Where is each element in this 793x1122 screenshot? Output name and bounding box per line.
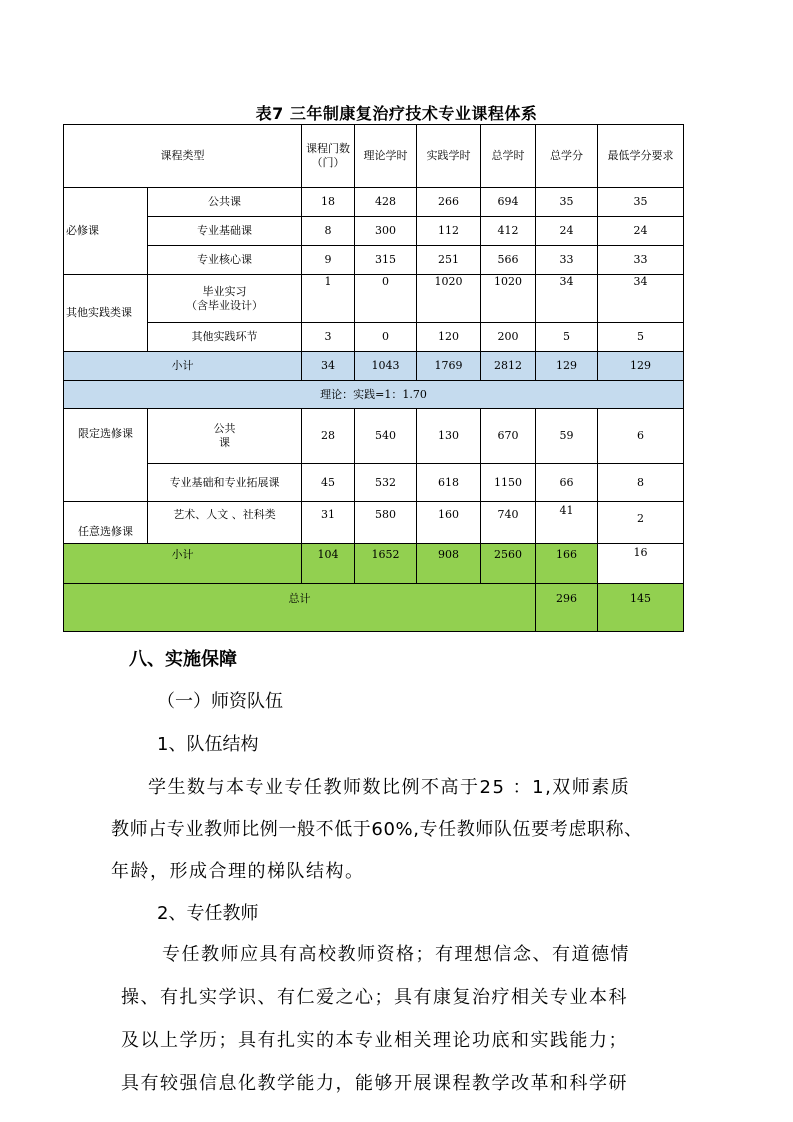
header-course-count-line1: 课程门数 [306,142,350,156]
cell-practice: 908 [417,544,481,584]
cell-theory: 428 [355,188,417,217]
cell-total: 694 [481,188,536,217]
group-label-practice: 其他实践类课 [64,275,148,352]
row-name-public [148,409,302,464]
header-min-credits: 最低学分要求 [598,125,684,188]
table-row [64,188,684,217]
cell-count: 31 [302,502,355,544]
section-title: 八、实施保障 [129,649,237,670]
table-row [64,323,684,352]
cell-credits: 5 [536,323,598,352]
cell-practice: 618 [417,464,481,502]
cell-count: 3 [302,323,355,352]
cell-theory: 1652 [355,544,417,584]
cell-count: 8 [302,217,355,246]
table-row [64,464,684,502]
cell-total: 566 [481,246,536,275]
cell-total: 412 [481,217,536,246]
cell-credits: 66 [536,464,598,502]
cell-practice: 112 [417,217,481,246]
cell-min: 33 [598,246,684,275]
row-name: 艺术、人文 、社科类 [148,502,302,544]
cell-credits: 41 [536,502,598,544]
cell-count: 104 [302,544,355,584]
cell-theory: 0 [355,275,417,323]
table-row [64,502,684,544]
paragraph-line: 操、有扎实学识、有仁爱之心；具有康复治疗相关专业本科 [121,987,628,1008]
cell-theory: 580 [355,502,417,544]
item1-title: 1、队伍结构 [157,734,259,755]
row-name: 专业基础课 [148,217,302,246]
cell-credits: 166 [536,544,598,584]
cell-count: 34 [302,352,355,381]
row-name: 其他实践环节 [148,323,302,352]
paragraph-line: 专任教师应具有高校教师资格；有理想信念、有道德情 [162,944,630,965]
group-label-free-elective: 任意选修课 [64,502,148,544]
internship-line2: （含毕业设计） [186,298,263,312]
group-label-required: 必修课 [64,188,148,275]
header-practice-hours: 实践学时 [417,125,481,188]
cell-total: 1020 [481,275,536,323]
cell-count: 28 [302,409,355,464]
cell-min: 5 [598,323,684,352]
cell-practice: 160 [417,502,481,544]
cell-min: 129 [598,352,684,381]
cell-min: 16 [598,544,684,584]
header-course-type: 课程类型 [64,125,302,188]
header-total-hours: 总学时 [481,125,536,188]
cell-min: 145 [598,584,684,632]
ratio-text: 理论：实践=1：1.70 [64,381,684,409]
header-course-count [302,125,355,188]
cell-practice: 120 [417,323,481,352]
row-name-internship [148,275,302,323]
cell-credits: 24 [536,217,598,246]
cell-practice: 266 [417,188,481,217]
group-label-limited-elective: 限定选修课 [64,409,148,502]
public-line2: 课 [219,436,230,449]
curriculum-table [63,124,684,632]
cell-theory: 300 [355,217,417,246]
cell-min: 6 [598,409,684,464]
paragraph-line: 教师占专业教师比例一般不低于60%,专任教师队伍要考虑职称、 [111,819,643,840]
internship-line1: 毕业实习 [202,284,247,298]
ratio-row [64,381,684,409]
cell-credits: 33 [536,246,598,275]
table-row [64,409,684,464]
cell-count: 1 [302,275,355,323]
cell-min: 8 [598,464,684,502]
cell-min: 35 [598,188,684,217]
cell-credits: 34 [536,275,598,323]
cell-total: 2812 [481,352,536,381]
cell-total: 670 [481,409,536,464]
cell-min: 24 [598,217,684,246]
item2-title: 2、专任教师 [157,903,259,924]
cell-min: 34 [598,275,684,323]
cell-count: 45 [302,464,355,502]
cell-credits: 296 [536,584,598,632]
grand-total-label: 总计 [64,584,536,632]
cell-theory: 315 [355,246,417,275]
cell-total: 1150 [481,464,536,502]
subsection-title: （一）师资队伍 [157,691,283,712]
cell-count: 18 [302,188,355,217]
cell-credits: 129 [536,352,598,381]
cell-practice: 130 [417,409,481,464]
cell-min: 2 [598,502,684,544]
table-caption: 表7 三年制康复治疗技术专业课程体系 [255,104,538,123]
paragraph-line: 及以上学历；具有扎实的本专业相关理论功底和实践能力； [121,1030,628,1051]
header-total-credits: 总学分 [536,125,598,188]
paragraph-line: 具有较强信息化教学能力，能够开展课程教学改革和科学研 [121,1073,628,1094]
table-row [64,275,684,323]
paragraph-line: 学生数与本专业专任教师数比例不高于25 ：1,双师素质 [148,777,631,798]
public-line1: 公共 [213,422,236,436]
subtotal-label: 小计 [64,352,302,381]
subtotal-row [64,544,684,584]
grand-total-row [64,584,684,632]
cell-theory: 1043 [355,352,417,381]
subtotal-label: 小计 [64,544,302,584]
header-row [64,125,684,188]
cell-theory: 540 [355,409,417,464]
cell-credits: 59 [536,409,598,464]
cell-theory: 0 [355,323,417,352]
cell-practice: 1020 [417,275,481,323]
subtotal-row [64,352,684,381]
header-course-count-line2: （门） [311,156,345,169]
row-name: 公共课 [148,188,302,217]
table-row [64,217,684,246]
cell-count: 9 [302,246,355,275]
cell-total: 740 [481,502,536,544]
cell-theory: 532 [355,464,417,502]
cell-practice: 1769 [417,352,481,381]
paragraph-line: 年龄，形成合理的梯队结构。 [111,861,365,882]
table-row [64,246,684,275]
cell-credits: 35 [536,188,598,217]
row-name: 专业基础和专业拓展课 [148,464,302,502]
row-name: 专业核心课 [148,246,302,275]
header-theory-hours: 理论学时 [355,125,417,188]
cell-total: 2560 [481,544,536,584]
cell-total: 200 [481,323,536,352]
cell-practice: 251 [417,246,481,275]
